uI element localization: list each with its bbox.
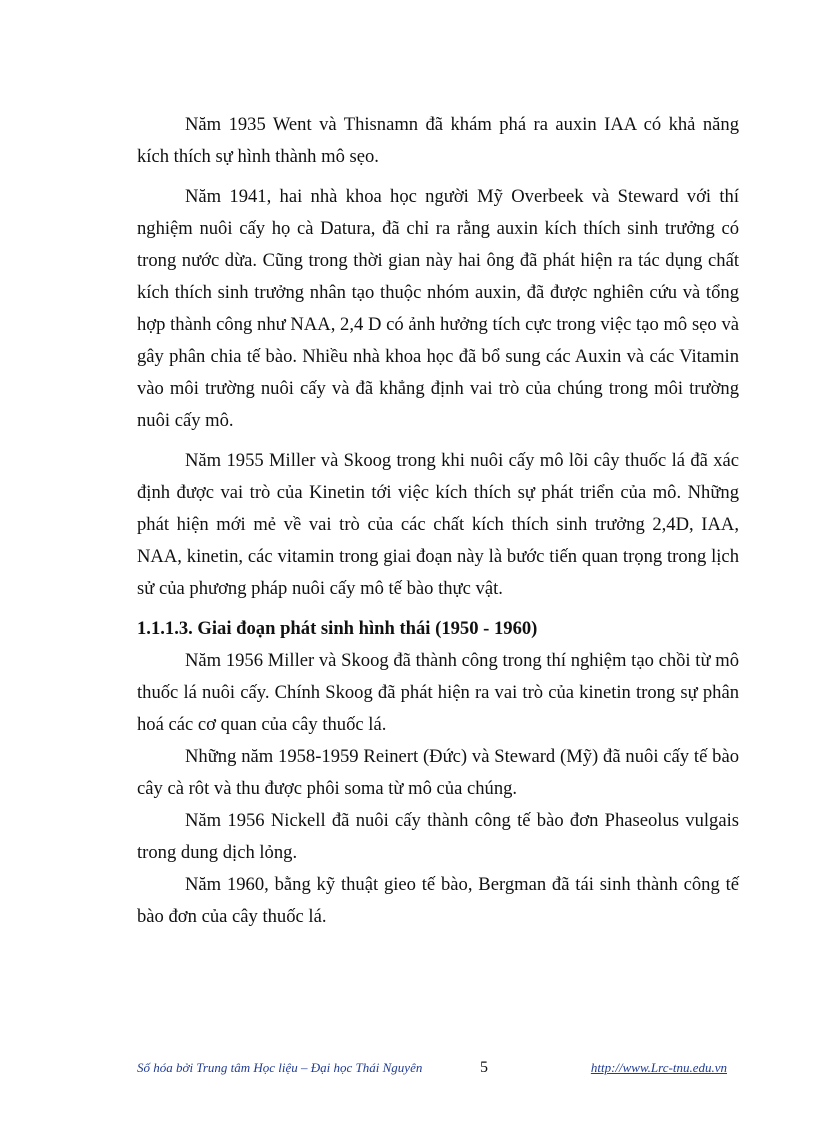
paragraph-reinert-steward: Những năm 1958-1959 Reinert (Đức) và Steward (Mỹ) đã nuôi cấy tế bào cây cà rôt và thu được phôi soma từ mô của chúng. (137, 746, 739, 799)
footer-url-link[interactable]: http://www.Lrc-tnu.edu.vn (590, 1060, 727, 1075)
page-footer (137, 1057, 739, 1079)
paragraph-miller-skoog-1956: Năm 1956 Miller và Skoog đã thành công trong thí nghiệm tạo chồi từ mô thuốc lá nuôi cấy. Chính Skoog đã phát hiện ra vai trò của kinetin trong sự phân hoá các cơ quan của cây thuốc lá. (137, 650, 739, 735)
paragraph-miller-skoog-1955: Năm 1955 Miller và Skoog trong khi nuôi cấy mô lõi cây thuốc lá đã xác định được vai trò của Kinetin tới việc kích thích sự phát triển của mô. Những phát hiện mới mẻ về vai trò của các chất kích thích sinh trưởng 2,4D, IAA, NAA, kinetin, các vitamin trong giai đoạn này là bước tiến quan trọng trong lịch sử của phương pháp nuôi cấy mô tế bào thực vật. (137, 450, 739, 599)
paragraph-nickell-1956: Năm 1956 Nickell đã nuôi cấy thành công tế bào đơn Phaseolus vulgais trong dung dịch lỏng. (137, 810, 739, 863)
paragraph-overbeek-1941: Năm 1941, hai nhà khoa học người Mỹ Overbeek và Steward với thí nghiệm nuôi cấy họ cà Datura, đã chỉ ra rằng auxin kích thích sinh trưởng có trong nước dừa. Cũng trong thời gian này hai ông đã phát hiện ra tác dụng chất kích thích sinh trưởng nhân tạo thuộc nhóm auxin, đã được nghiên cứu và tổng hợp thành công như NAA, 2,4 D có ảnh hưởng tích cực trong việc tạo mô sẹo và gây phân chia tế bào. Nhiều nhà khoa học đã bổ sung các Auxin và các Vitamin vào môi trường nuôi cấy và đã khẳng định vai trò của chúng trong môi trường nuôi cấy mô. (137, 186, 739, 431)
paragraph-went-1935: Năm 1935 Went và Thisnamn đã khám phá ra auxin IAA có khả năng kích thích sự hình thành mô sẹo. (137, 114, 739, 167)
footer-digitized-by: Số hóa bởi Trung tâm Học liệu – Đại học Thái Nguyên (137, 1060, 423, 1075)
paragraph-bergman-1960: Năm 1960, bằng kỹ thuật gieo tế bào, Bergman đã tái sinh thành công tế bào đơn của cây thuốc lá. (137, 874, 739, 927)
section-heading: 1.1.1.3. Giai đoạn phát sinh hình thái (1950 - 1960) (137, 618, 538, 639)
page-number: 5 (480, 1059, 488, 1076)
document-body (137, 109, 739, 933)
